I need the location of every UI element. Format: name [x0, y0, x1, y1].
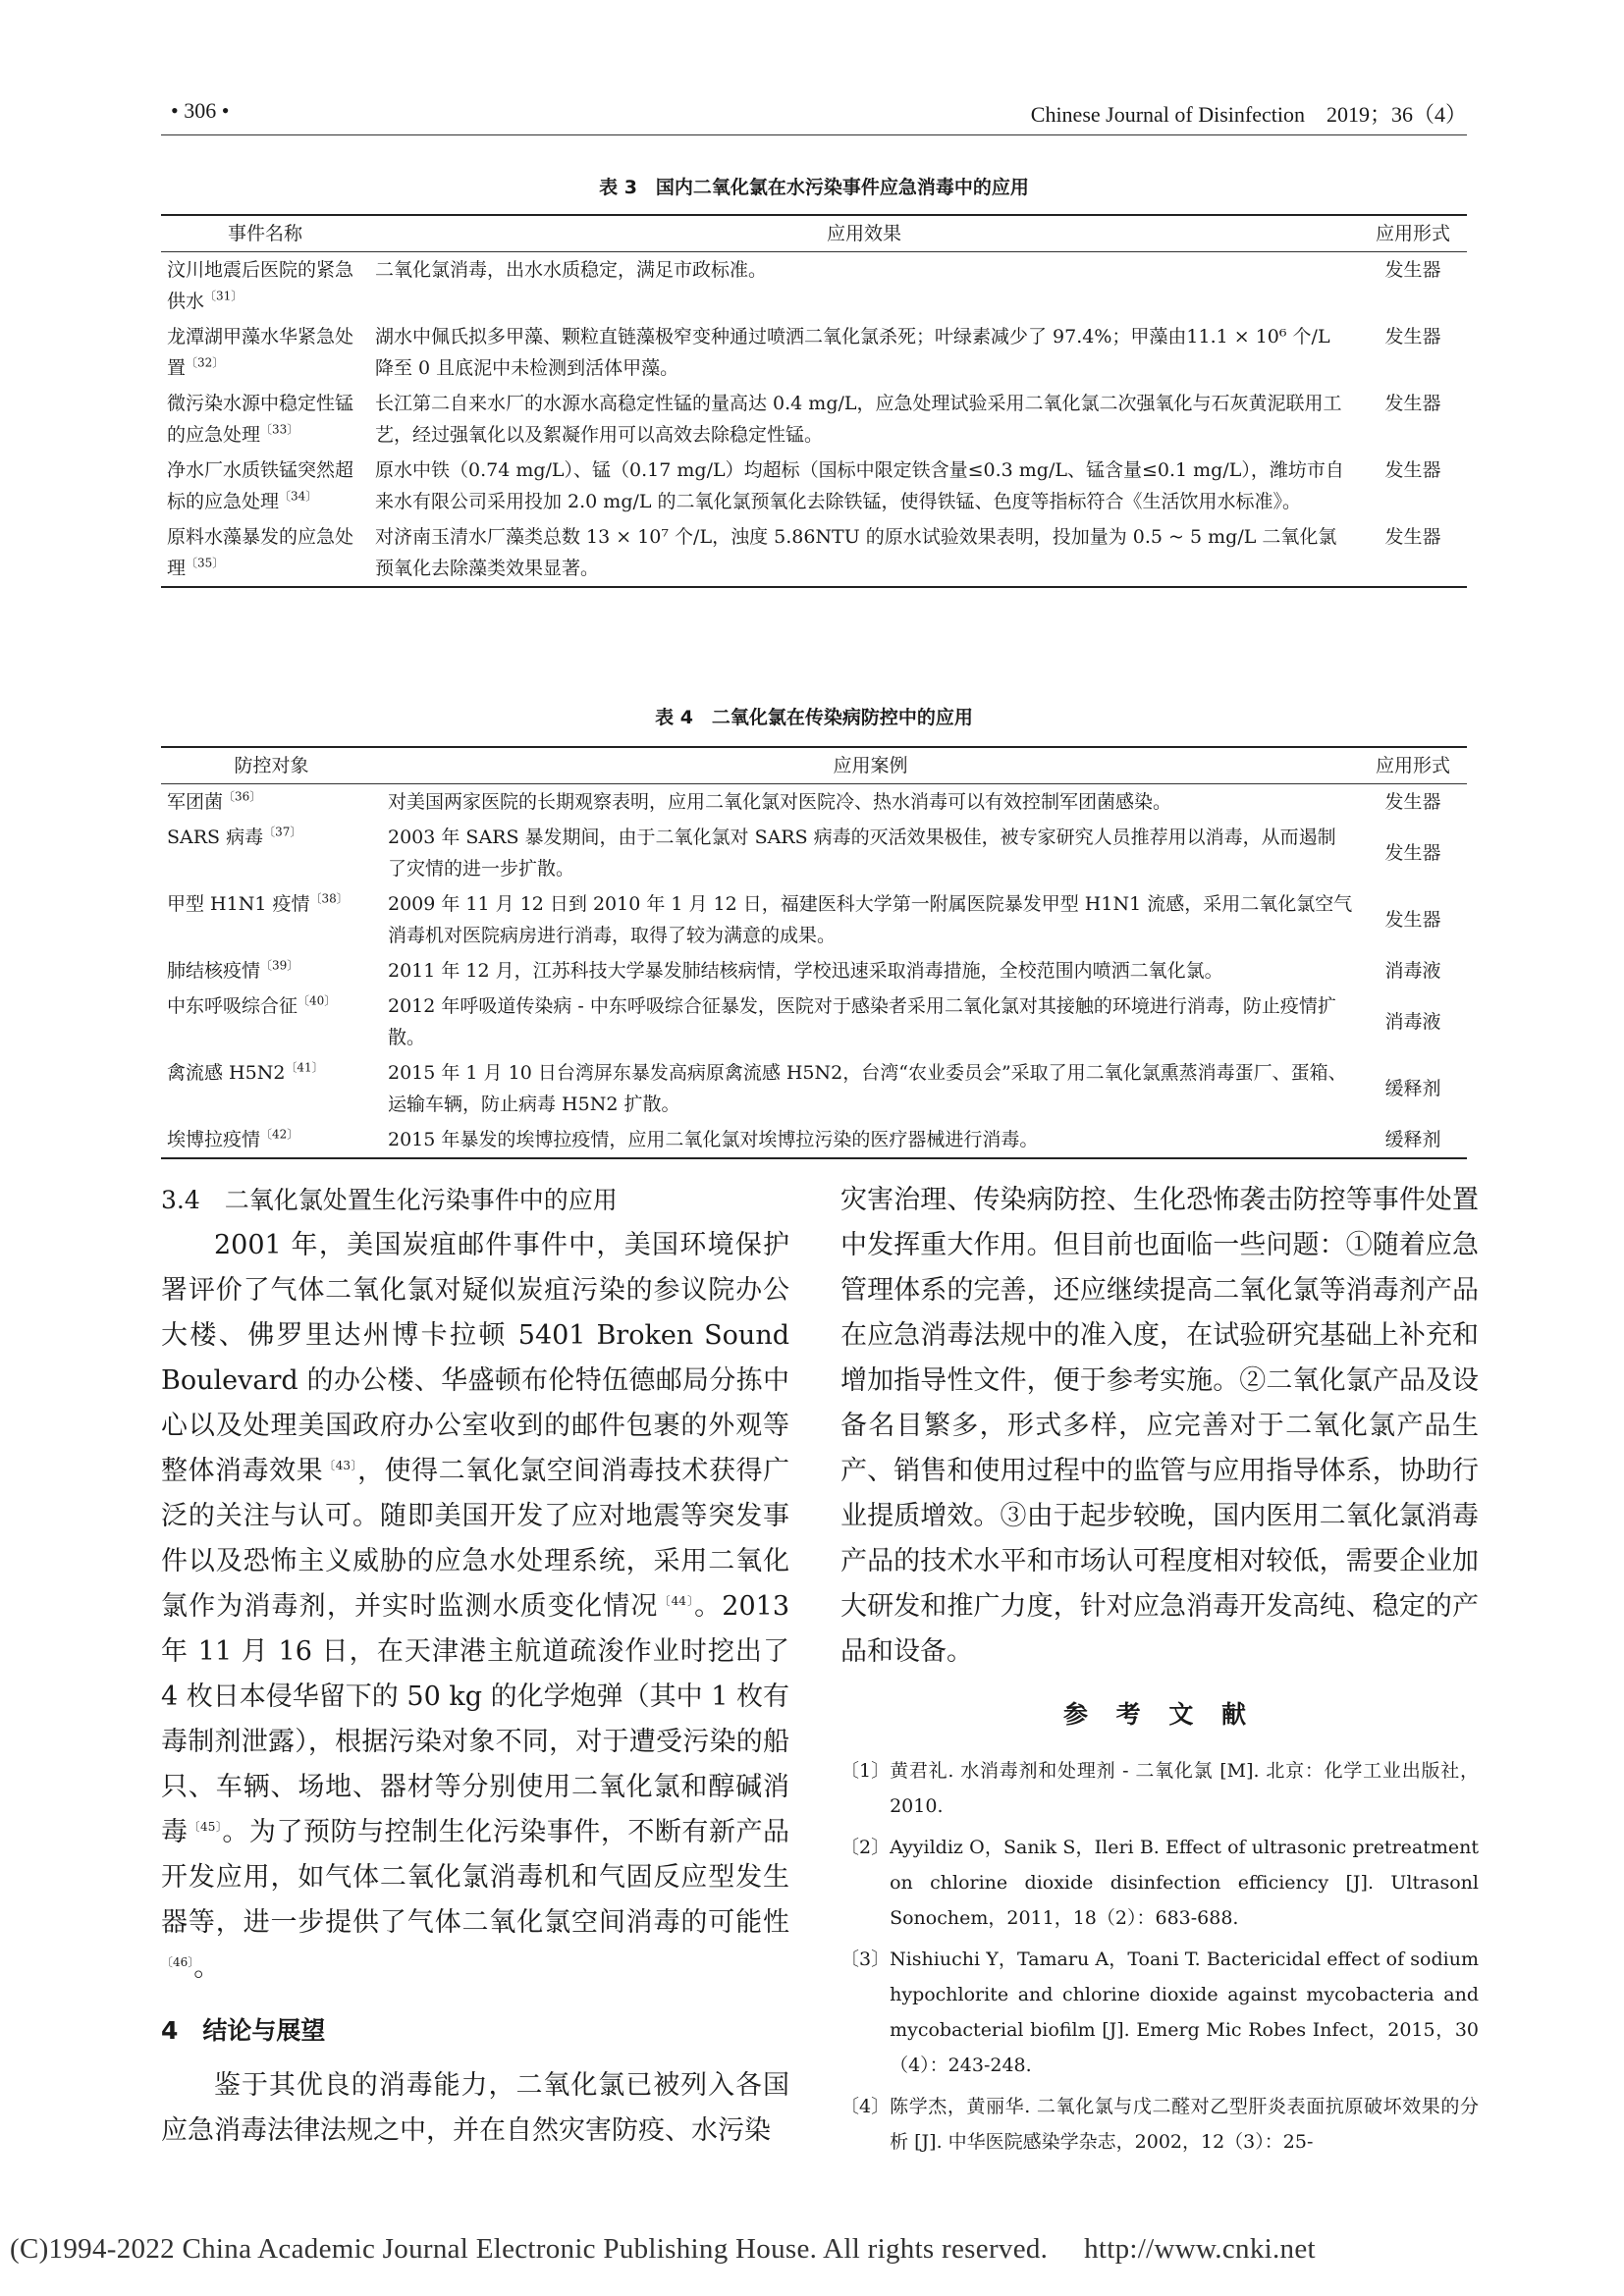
reference-text: Nishiuchi Y，Tamaru A，Toani T. Bactericidal effect of sodium hypochlorite and chlorine dioxide against mycobacteria and mycobacterial biofilm [J]. Emerg Mic Robes Infect，2015，30（4）：243-248.	[890, 1949, 1479, 2076]
table-row	[161, 886, 1467, 953]
column-header: 应用形式	[1359, 747, 1467, 784]
form-cell: 发生器	[1384, 842, 1441, 864]
left-column	[161, 1178, 789, 2154]
target-name: 禽流感 H5N2	[167, 1062, 286, 1084]
table-row	[161, 1055, 1467, 1122]
citation: 〔42〕	[260, 1127, 299, 1142]
table3	[161, 214, 1467, 588]
target-cell	[161, 1122, 382, 1158]
reference-number: 〔2〕	[840, 1837, 891, 1858]
event-name: 微污染水源中稳定性锰的应急处理	[167, 393, 354, 446]
target-name: SARS 病毒	[167, 827, 264, 848]
citation: 〔46〕	[161, 1955, 194, 1969]
case-cell: 2011 年 12 月，江苏科技大学暴发肺结核病情，学校迅速采取消毒措施，全校范围内喷洒二氧化氯。	[388, 960, 1223, 982]
citation: 〔40〕	[298, 993, 337, 1008]
reference-text: 黄君礼. 水消毒剂和处理剂 - 二氧化氯 [M]. 北京：化学工业出版社，2010.	[890, 1760, 1479, 1817]
reference-text: Ayyildiz O，Sanik S，Ileri B. Effect of ultrasonic pretreatment on chlorine dioxide disinfection efficiency [J]. Ultrasonl Sonochem，2011，18（2）：683-688.	[890, 1837, 1479, 1929]
reference-item	[840, 1753, 1479, 1824]
copyright-footer: (C)1994-2022 China Academic Journal Electronic Publishing House. All rights reserved. http://www.cnki.net	[10, 2233, 1316, 2265]
target-cell	[161, 953, 382, 988]
effect-cell: 湖水中佩氏拟多甲藻、颗粒直链藻极窄变种通过喷洒二氧化氯杀死；叶绿素减少了 97.4%；甲藻由11.1 × 10⁶ 个/L 降至 0 且底泥中未检测到活体甲藻。	[375, 326, 1330, 379]
column-header: 防控对象	[161, 747, 382, 784]
column-header: 应用形式	[1359, 215, 1467, 252]
section-paragraph	[161, 1223, 789, 1991]
citation: 〔32〕	[186, 355, 225, 370]
form-cell: 消毒液	[1384, 1011, 1441, 1033]
citation: 〔38〕	[309, 891, 349, 906]
form-cell: 发生器	[1384, 393, 1441, 414]
target-name: 埃博拉疫情	[167, 1129, 261, 1150]
reference-item	[840, 1830, 1479, 1936]
page-number: • 306 •	[171, 98, 230, 123]
table-row	[161, 1122, 1467, 1158]
event-name: 净水厂水质铁锰突然超标的应急处理	[167, 459, 354, 512]
paragraph-text: 2001 年，美国炭疽邮件事件中，美国环境保护署评价了气体二氧化氯对疑似炭疽污染的参议院办公大楼、佛罗里达州博卡拉顿 5401 Broken Sound Boulevard 的办公楼、华盛顿布伦特伍德邮局分拣中心以及处理美国政府办公室收到的邮件包裹的外观等整体消毒效果	[161, 1230, 789, 1486]
right-column	[840, 1178, 1479, 2165]
form-cell: 缓释剂	[1384, 1078, 1441, 1099]
citation: 〔41〕	[285, 1060, 324, 1075]
column-header: 事件名称	[161, 215, 369, 252]
target-cell	[161, 784, 382, 821]
citation: 〔45〕	[188, 1820, 223, 1834]
citation: 〔35〕	[186, 556, 225, 570]
citation: 〔31〕	[204, 289, 244, 303]
event-name: 汶川地震后医院的紧急供水	[167, 259, 354, 312]
form-cell: 缓释剂	[1359, 1122, 1467, 1158]
effect-cell: 原水中铁（0.74 mg/L）、锰（0.17 mg/L）均超标（国标中限定铁含量≤0.3 mg/L、锰含量≤0.1 mg/L），潍坊市自来水有限公司采用投加 2.0 mg/L 的二氧化氯预氧化去除铁锰，使得铁锰、色度等指标符合《生活饮用水标准》。	[375, 459, 1344, 512]
case-cell: 2015 年暴发的埃博拉疫情，应用二氧化氯对埃博拉污染的医疗器械进行消毒。	[382, 1122, 1359, 1158]
column-header: 应用效果	[369, 215, 1359, 252]
form-cell: 消毒液	[1384, 960, 1441, 982]
form-cell: 发生器	[1384, 791, 1441, 813]
header-rule	[161, 134, 1467, 135]
paragraph-text: ，使得二氧化氯空间消毒技术获得广泛的关注与认可。随即美国开发了应对地震等突发事件以及恐怖主义威胁的应急水处理系统，采用二氧化氯作为消毒剂，并实时监测水质变化情况	[161, 1456, 790, 1622]
paragraph-text: 。为了预防与控制生化污染事件，不断有新产品开发应用，如气体二氧化氯消毒机和气固反应型发生器等，进一步提供了气体二氧化氯空间消毒的可能性	[161, 1817, 790, 1938]
event-name-cell	[161, 386, 369, 453]
citation: 〔44〕	[658, 1594, 695, 1608]
table-row	[161, 386, 1467, 453]
case-cell: 2012 年呼吸道传染病 - 中东呼吸综合征暴发，医院对于感染者采用二氧化氯对其接触的环境进行消毒，防止疫情扩散。	[388, 995, 1336, 1048]
citation: 〔39〕	[260, 958, 299, 973]
citation: 〔36〕	[223, 789, 262, 804]
event-name-cell	[161, 453, 369, 519]
journal-info: Chinese Journal of Disinfection 2019；36（4）	[1030, 102, 1467, 127]
target-cell	[161, 988, 382, 1055]
table4-caption: 表 4 二氧化氯在传染病防控中的应用	[655, 707, 973, 728]
event-name-cell	[161, 519, 369, 587]
citation: 〔34〕	[279, 489, 318, 504]
reference-text: 陈学杰，黄丽华. 二氧化氯与戊二醛对乙型肝炎表面抗原破坏效果的分析 [J]. 中华医院感染学杂志，2002，12（3）：25-	[890, 2096, 1479, 2153]
section-heading: 3.4 二氧化氯处置生化污染事件中的应用	[161, 1186, 618, 1214]
table-row	[161, 252, 1467, 320]
target-cell	[161, 1055, 382, 1122]
form-cell: 发生器	[1359, 519, 1467, 587]
target-cell	[161, 886, 382, 953]
event-name-cell	[161, 252, 369, 320]
form-cell: 发生器	[1384, 459, 1441, 481]
event-name: 龙潭湖甲藻水华紧急处置	[167, 326, 354, 379]
case-cell: 对美国两家医院的长期观察表明，应用二氧化氯对医院冷、热水消毒可以有效控制军团菌感染。	[388, 791, 1172, 813]
reference-number: 〔4〕	[840, 2096, 891, 2117]
table-row	[161, 953, 1467, 988]
table-header-row	[161, 747, 1467, 784]
table-row	[161, 519, 1467, 587]
section-paragraph: 鉴于其优良的消毒能力，二氧化氯已被列入各国应急消毒法律法规之中，并在自然灾害防疫、水污染	[161, 2070, 789, 2146]
section-heading: 4 结论与展望	[161, 2016, 326, 2045]
table-row	[161, 319, 1467, 386]
table-row	[161, 988, 1467, 1055]
table-row	[161, 820, 1467, 886]
section-paragraph-continued: 灾害治理、传染病防控、生化恐怖袭击防控等事件处置中发挥重大作用。但目前也面临一些问题：①随着应急管理体系的完善，还应继续提高二氧化氯等消毒剂产品在应急消毒法规中的准入度，在试验研究基础上补充和增加指导性文件，便于参考实施。②二氧化氯产品及设备名目繁多，形式多样，应完善对于二氧化氯产品生产、销售和使用过程中的监管与应用指导体系，协助行业提质增效。③由于起步较晚，国内医用二氧化氯消毒产品的技术水平和市场认可程度相对较低，需要企业加大研发和推广力度，针对应急消毒开发高纯、稳定的产品和设备。	[840, 1185, 1479, 1667]
effect-cell: 对济南玉清水厂藻类总数 13 × 10⁷ 个/L，浊度 5.86NTU 的原水试验效果表明，投加量为 0.5 ~ 5 mg/L 二氧化氯预氧化去除藻类效果显著。	[369, 519, 1359, 587]
table-row	[161, 784, 1467, 821]
reference-number: 〔3〕	[840, 1949, 891, 1970]
reference-number: 〔1〕	[840, 1760, 891, 1782]
paragraph-text: 。	[193, 1952, 221, 1983]
table4	[161, 746, 1467, 1159]
reference-item	[840, 2089, 1479, 2160]
citation: 〔37〕	[263, 825, 302, 839]
case-cell: 2009 年 11 月 12 日到 2010 年 1 月 12 日，福建医科大学第一附属医院暴发甲型 H1N1 流感，采用二氧化氯空气消毒机对医院病房进行消毒，取得了较为满意的成果。	[388, 893, 1353, 946]
citation: 〔43〕	[323, 1459, 358, 1472]
table3-caption: 表 3 国内二氧化氯在水污染事件应急消毒中的应用	[599, 177, 1029, 198]
effect-cell: 长江第二自来水厂的水源水高稳定性锰的量高达 0.4 mg/L，应急处理试验采用二氧化氯二次强氧化与石灰黄泥联用工艺，经过强氧化以及絮凝作用可以高效去除稳定性锰。	[375, 393, 1342, 446]
target-cell	[161, 820, 382, 886]
running-header	[161, 98, 1467, 132]
references-title: 参 考 文 献	[1062, 1700, 1257, 1729]
citation: 〔33〕	[260, 422, 299, 437]
target-name: 军团菌	[167, 791, 224, 813]
paragraph-text: 。2013 年 11 月 16 日，在天津港主航道疏浚作业时挖出了 4 枚日本侵华留下的 50 kg 的化学炮弹（其中 1 枚有毒制剂泄露），根据污染对象不同，对于遭受污染的船只、车辆、场地、器材等分别使用二氧化氯和醇碱消毒	[161, 1591, 790, 1847]
target-name: 甲型 H1N1 疫情	[167, 893, 310, 915]
table-header-row	[161, 215, 1467, 252]
effect-cell: 二氧化氯消毒，出水水质稳定，满足市政标准。	[375, 259, 768, 281]
form-cell: 发生器	[1384, 259, 1441, 281]
case-cell: 2003 年 SARS 暴发期间，由于二氧化氯对 SARS 病毒的灭活效果极佳，被专家研究人员推荐用以消毒，从而遏制了灾情的进一步扩散。	[388, 827, 1336, 880]
case-cell: 2015 年 1 月 10 日台湾屏东暴发高病原禽流感 H5N2，台湾“农业委员会”采取了用二氧化氯熏蒸消毒蛋厂、蛋箱、运输车辆，防止病毒 H5N2 扩散。	[388, 1062, 1347, 1115]
form-cell: 发生器	[1384, 909, 1441, 931]
references-list	[840, 1753, 1479, 2160]
reference-item	[840, 1942, 1479, 2083]
event-name: 原料水藻暴发的应急处理	[167, 526, 354, 579]
form-cell: 发生器	[1384, 326, 1441, 347]
table-row	[161, 453, 1467, 519]
target-name: 中东呼吸综合征	[167, 995, 298, 1017]
event-name-cell	[161, 319, 369, 386]
target-name: 肺结核疫情	[167, 960, 261, 982]
column-header: 应用案例	[382, 747, 1359, 784]
